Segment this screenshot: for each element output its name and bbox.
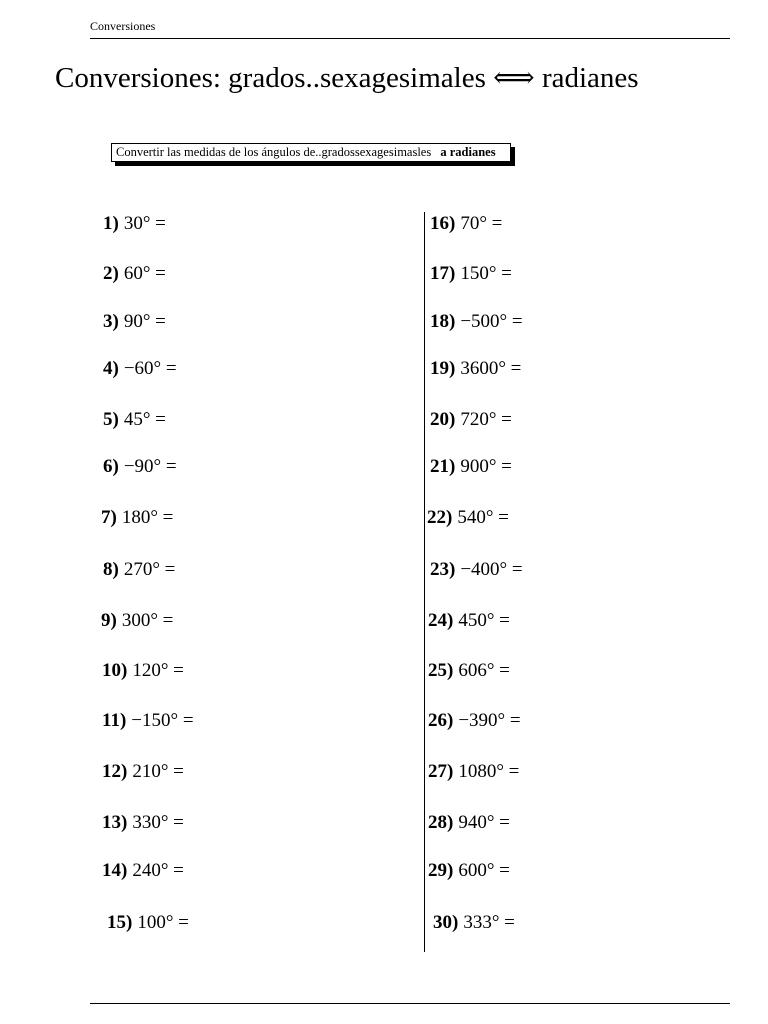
exercise-item bbox=[428, 610, 510, 632]
exercise-number: 7) bbox=[101, 507, 117, 528]
exercise-item bbox=[102, 761, 184, 783]
exercise-item bbox=[428, 660, 510, 682]
exercise-expression: −390° = bbox=[458, 710, 521, 731]
exercise-item bbox=[102, 812, 184, 834]
exercise-expression: −500° = bbox=[460, 311, 523, 332]
exercise-number: 18) bbox=[430, 311, 456, 332]
exercise-item bbox=[107, 912, 189, 934]
exercise-item bbox=[102, 860, 184, 882]
exercise-expression: 300° = bbox=[121, 610, 174, 631]
exercise-expression: 450° = bbox=[458, 610, 510, 631]
footer-rule bbox=[90, 1003, 730, 1004]
exercise-number: 1) bbox=[103, 213, 119, 234]
exercise-expression: 90° = bbox=[123, 311, 166, 332]
exercise-expression: −60° = bbox=[123, 358, 177, 379]
exercise-item bbox=[427, 507, 509, 529]
exercise-expression: 240° = bbox=[132, 860, 184, 881]
exercise-expression: 606° = bbox=[458, 660, 510, 681]
exercise-expression: 330° = bbox=[132, 812, 184, 833]
exercise-expression: −150° = bbox=[131, 710, 194, 731]
exercise-item bbox=[428, 860, 510, 882]
exercise-number: 30) bbox=[433, 912, 459, 933]
exercise-number: 22) bbox=[427, 507, 453, 528]
exercise-item bbox=[103, 213, 166, 235]
exercise-item bbox=[103, 409, 166, 431]
exercise-expression: 3600° = bbox=[460, 358, 522, 379]
instruction-frame bbox=[111, 143, 511, 162]
exercise-item bbox=[433, 912, 515, 934]
exercise-number: 26) bbox=[428, 710, 454, 731]
exercise-number: 6) bbox=[103, 456, 119, 477]
exercise-number: 13) bbox=[102, 812, 128, 833]
exercise-expression: 600° = bbox=[458, 860, 510, 881]
exercise-item bbox=[430, 456, 512, 478]
exercise-item bbox=[103, 358, 177, 380]
exercise-item bbox=[430, 559, 523, 581]
running-header: Conversiones bbox=[90, 19, 156, 33]
exercise-item bbox=[101, 507, 173, 529]
exercise-expression: 540° = bbox=[457, 507, 509, 528]
exercise-expression: 120° = bbox=[132, 660, 184, 681]
exercise-item bbox=[430, 213, 502, 235]
exercise-expression: 60° = bbox=[123, 263, 166, 284]
exercise-number: 28) bbox=[428, 812, 454, 833]
exercise-expression: 900° = bbox=[460, 456, 512, 477]
instruction-text: Convertir las medidas de los ángulos de..gradossexagesimasles bbox=[116, 145, 432, 159]
exercise-expression: 100° = bbox=[137, 912, 189, 933]
exercise-item bbox=[428, 761, 519, 783]
exercise-number: 16) bbox=[430, 213, 456, 234]
exercise-expression: 30° = bbox=[123, 213, 166, 234]
exercise-expression: 150° = bbox=[460, 263, 512, 284]
exercise-number: 27) bbox=[428, 761, 454, 782]
exercise-number: 12) bbox=[102, 761, 128, 782]
exercise-expression: 210° = bbox=[132, 761, 184, 782]
exercise-item bbox=[430, 358, 521, 380]
exercise-expression: 270° = bbox=[123, 559, 176, 580]
exercise-item bbox=[428, 710, 521, 732]
exercise-number: 11) bbox=[102, 710, 127, 731]
instruction-box bbox=[111, 143, 511, 162]
exercise-number: 15) bbox=[107, 912, 133, 933]
exercise-item bbox=[102, 710, 194, 732]
instruction-emphasis: a radianes bbox=[440, 145, 496, 159]
exercise-number: 25) bbox=[428, 660, 454, 681]
exercise-expression: 45° = bbox=[123, 409, 166, 430]
exercise-item bbox=[428, 812, 510, 834]
exercise-item bbox=[430, 409, 512, 431]
exercise-number: 17) bbox=[430, 263, 456, 284]
exercise-number: 21) bbox=[430, 456, 456, 477]
exercise-number: 14) bbox=[102, 860, 128, 881]
exercise-expression: 720° = bbox=[460, 409, 512, 430]
exercise-expression: 1080° = bbox=[458, 761, 520, 782]
exercise-item bbox=[101, 610, 173, 632]
exercise-expression: 180° = bbox=[121, 507, 174, 528]
exercise-number: 8) bbox=[103, 559, 119, 580]
exercise-number: 2) bbox=[103, 263, 119, 284]
exercise-expression: 333° = bbox=[463, 912, 515, 933]
header-rule bbox=[90, 38, 730, 39]
exercise-number: 9) bbox=[101, 610, 117, 631]
exercise-expression: −90° = bbox=[123, 456, 177, 477]
exercise-expression: 70° = bbox=[460, 213, 503, 234]
exercise-item bbox=[103, 559, 175, 581]
exercise-number: 29) bbox=[428, 860, 454, 881]
exercise-number: 19) bbox=[430, 358, 456, 379]
exercise-number: 4) bbox=[103, 358, 119, 379]
exercise-expression: 940° = bbox=[458, 812, 510, 833]
exercise-item bbox=[430, 263, 512, 285]
exercise-number: 3) bbox=[103, 311, 119, 332]
exercise-item bbox=[430, 311, 523, 333]
exercise-item bbox=[103, 263, 166, 285]
exercise-number: 5) bbox=[103, 409, 119, 430]
exercise-item bbox=[102, 660, 184, 682]
exercise-number: 23) bbox=[430, 559, 456, 580]
exercise-item bbox=[103, 456, 177, 478]
page-title: Conversiones: grados..sexagesimales ⟺ radianes bbox=[55, 62, 639, 94]
exercise-number: 10) bbox=[102, 660, 128, 681]
exercise-number: 20) bbox=[430, 409, 456, 430]
exercise-item bbox=[103, 311, 166, 333]
exercise-number: 24) bbox=[428, 610, 454, 631]
exercise-expression: −400° = bbox=[460, 559, 523, 580]
column-divider bbox=[424, 212, 425, 952]
